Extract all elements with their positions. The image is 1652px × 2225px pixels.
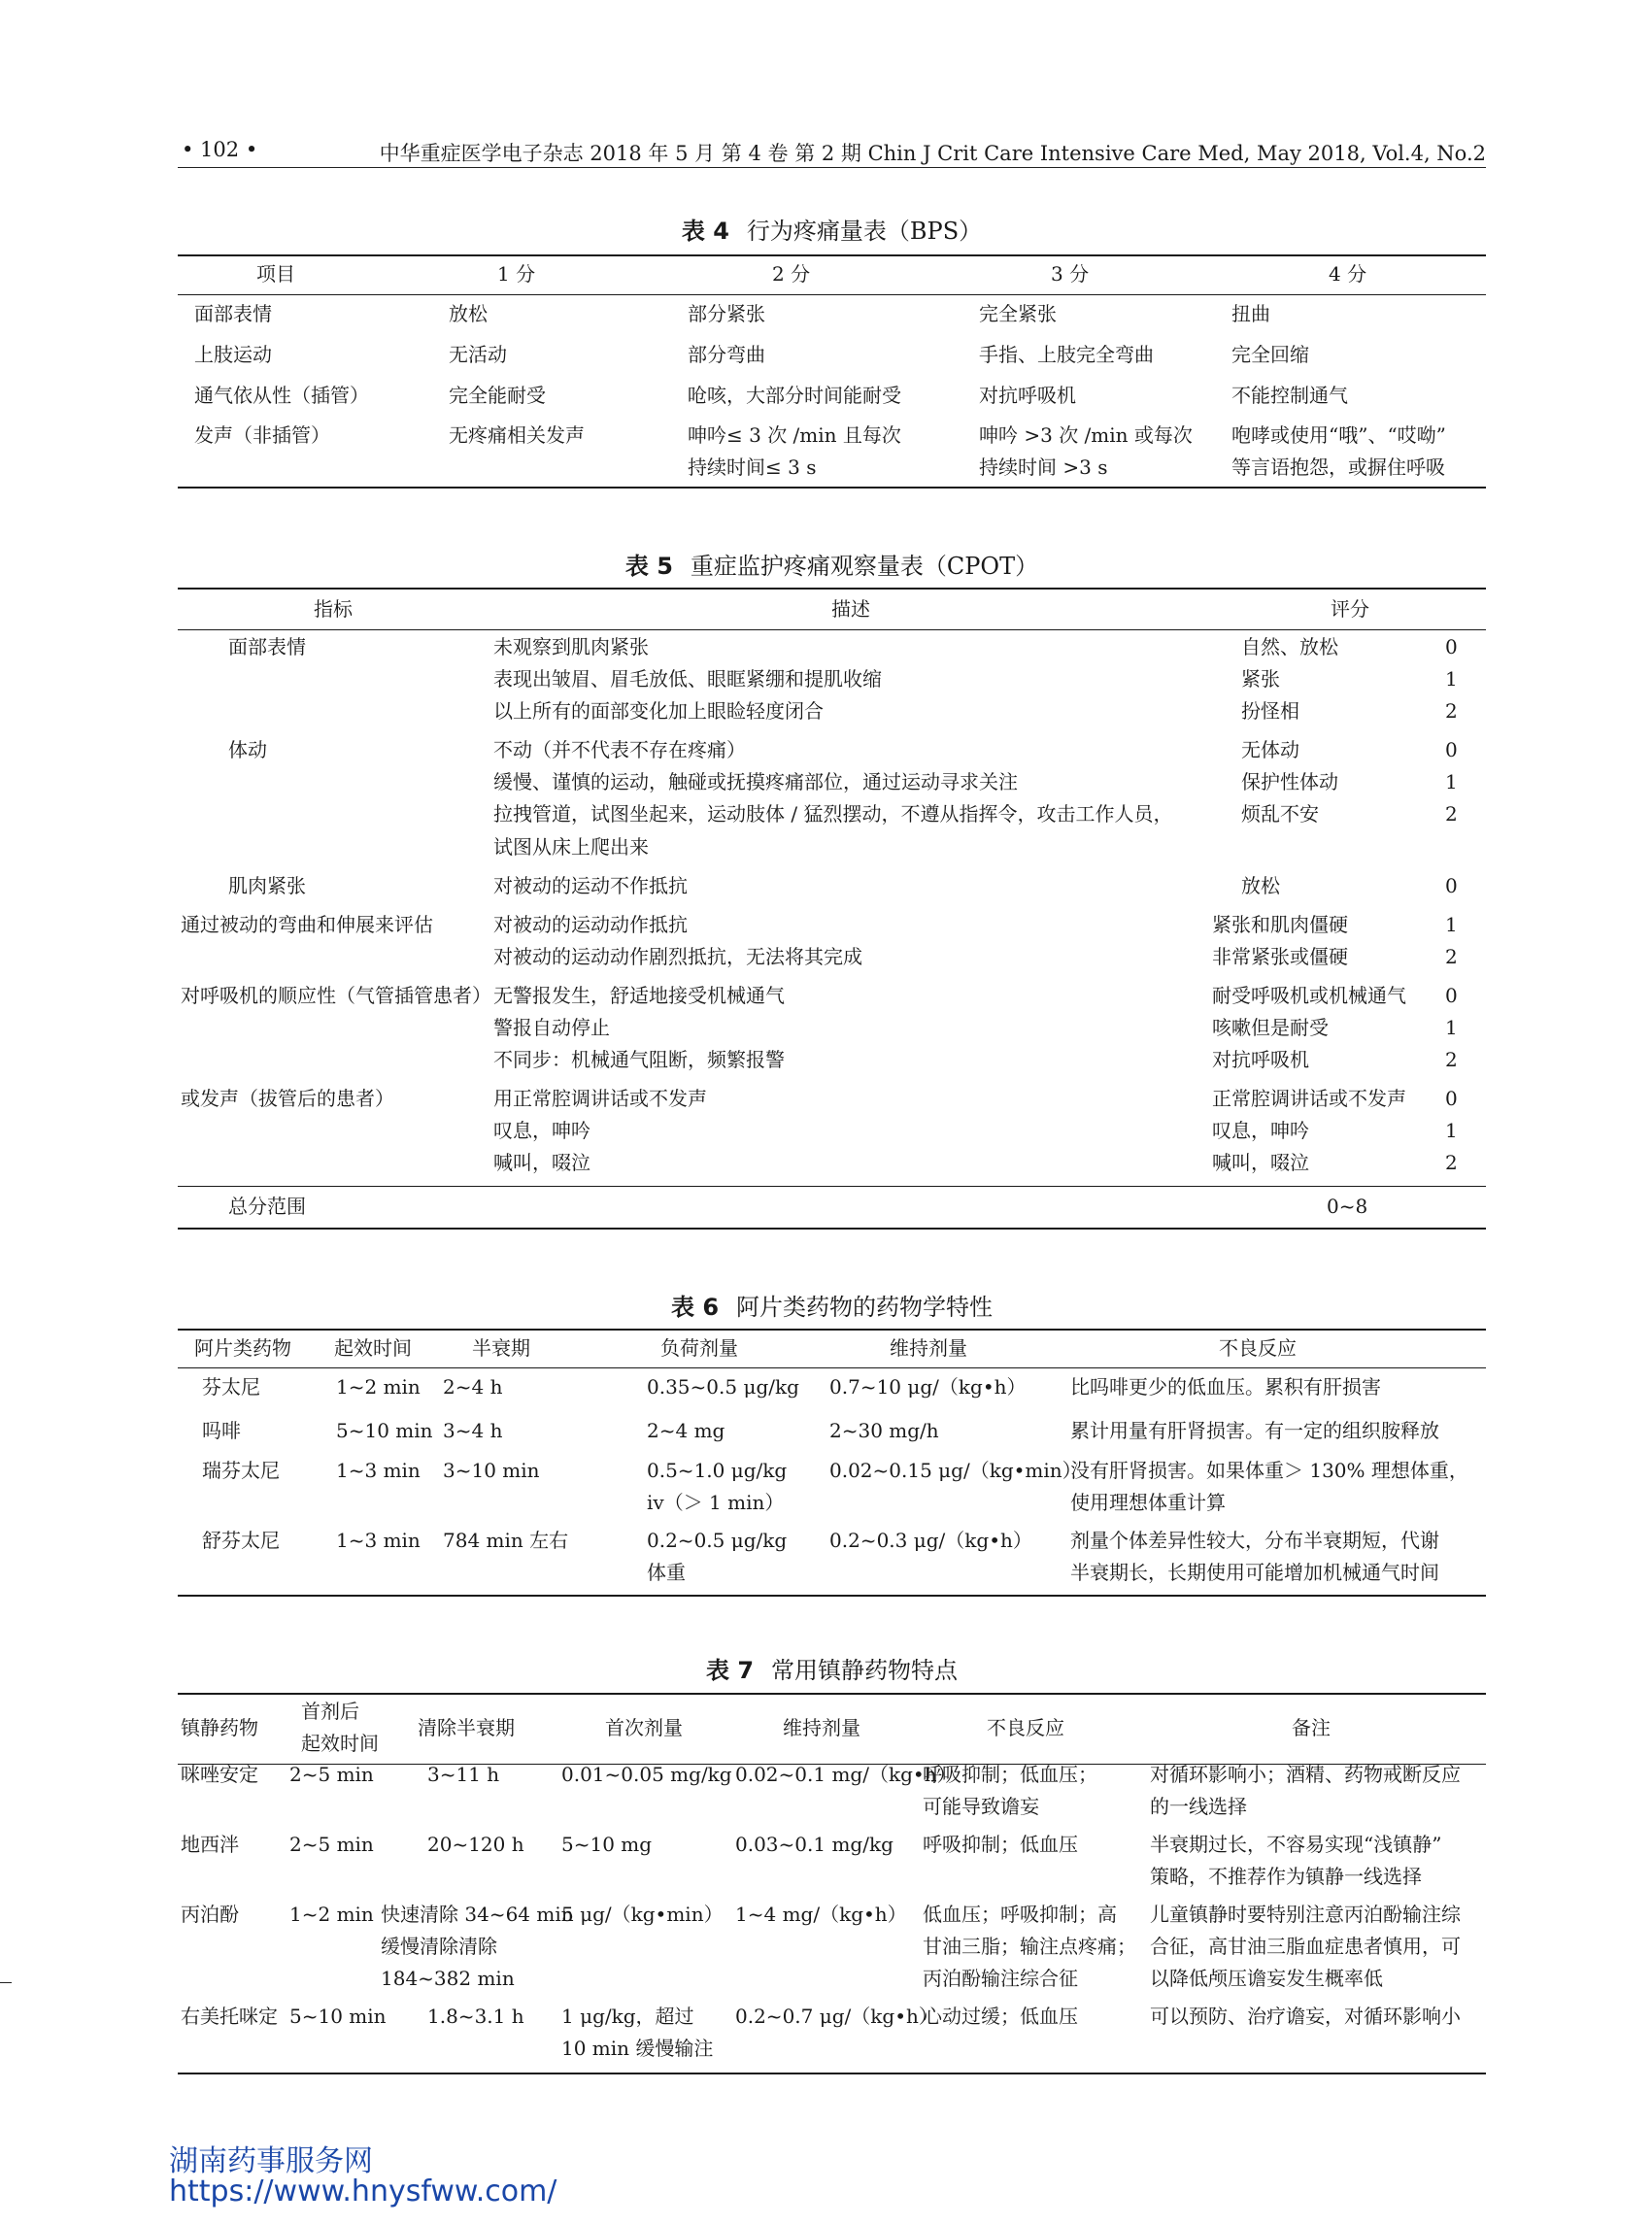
table5-total-value: 0~8 — [1327, 1195, 1368, 1218]
table4-cell: 部分紧张 — [688, 302, 765, 325]
table4-header-cell: 2 分 — [772, 262, 811, 286]
table4-title: 行为疼痛量表（BPS） — [746, 218, 983, 245]
table4-cell: 发声（非插管） — [194, 423, 330, 447]
table4-bottom-rule — [178, 487, 1486, 489]
table4-label: 表 4 — [681, 218, 729, 245]
table5-score: 2 — [1445, 1151, 1458, 1174]
table4-cell: 手指、上肢完全弯曲 — [979, 343, 1154, 366]
table5-indicator: 通过被动的弯曲和伸展来评估 — [181, 913, 433, 936]
table7-cell: 0.02~0.1 mg/（kg•h） — [735, 1763, 957, 1786]
table6-cell: 0.2~0.3 μg/（kg•h） — [829, 1529, 1032, 1552]
table7-cell: 咪唑安定 — [181, 1763, 258, 1786]
table5-level: 对抗呼吸机 — [1212, 1048, 1309, 1071]
table7-cell: 甘油三脂；输注点疼痛； — [923, 1935, 1136, 1958]
table7-cell: 1.8~3.1 h — [427, 2005, 524, 2028]
table4-cell: 完全回缩 — [1231, 343, 1309, 366]
table7-cell: 低血压；呼吸抑制；高 — [923, 1903, 1117, 1926]
table5-score: 0 — [1445, 874, 1458, 897]
table4-cell: 持续时间 >3 s — [979, 455, 1108, 479]
table4-header-cell: 项目 — [256, 262, 295, 286]
table5-header-rule — [178, 629, 1486, 630]
table6-cell: 累计用量有肝肾损害。有一定的组织胺释放 — [1070, 1419, 1439, 1442]
table7-cell: 的一线选择 — [1150, 1795, 1247, 1818]
table5-score: 0 — [1445, 1087, 1458, 1110]
table4-cell: 持续时间≤ 3 s — [688, 455, 817, 479]
table7-title: 常用镇静药物特点 — [771, 1657, 959, 1684]
table5-title: 重症监护疼痛观察量表（CPOT） — [690, 553, 1039, 580]
table7-cell: 丙泊酚输注综合征 — [923, 1967, 1078, 1990]
table7-header-cell: 首剂后 — [301, 1700, 359, 1723]
table5-score: 2 — [1445, 699, 1458, 723]
table7-header-cell: 备注 — [1292, 1716, 1331, 1739]
table4-cell: 上肢运动 — [194, 343, 272, 366]
table7-cell: 0.03~0.1 mg/kg — [735, 1833, 893, 1856]
table6-cell: 3~4 h — [443, 1419, 503, 1442]
table5-header-cell: 描述 — [831, 597, 870, 621]
table7-cell: 地西泮 — [181, 1833, 239, 1856]
table7-cell: 5~10 min — [289, 2005, 387, 2028]
table5-description: 对被动的运动不作抵抗 — [493, 874, 688, 897]
table7-cell: 快速清除 34~64 min — [381, 1903, 574, 1926]
table7-cell: 策略，不推荐作为镇静一线选择 — [1150, 1865, 1422, 1888]
table5-description: 未观察到肌肉紧张 — [493, 635, 649, 658]
table6-cell: 1~2 min — [336, 1375, 421, 1399]
table7-cell: 心动过缓；低血压 — [923, 2005, 1078, 2028]
table6-cell: 没有肝肾损害。如果体重＞ 130% 理想体重， — [1070, 1459, 1468, 1482]
table6-label: 表 6 — [670, 1294, 720, 1321]
table5-score: 2 — [1445, 945, 1458, 968]
table5-indicator: 肌肉紧张 — [228, 874, 306, 897]
table5-description: 不同步：机械通气阻断，频繁报警 — [493, 1048, 785, 1071]
journal-citation: 中华重症医学电子杂志 2018 年 5 月 第 4 卷 第 2 期 Chin J Crit Care Intensive Care Med, May 2018, Vol.4, No.2 — [379, 142, 1486, 165]
table6-cell: 使用理想体重计算 — [1070, 1491, 1226, 1514]
table7-header-cell: 清除半衰期 — [418, 1716, 515, 1739]
table6-cell: 2~4 mg — [647, 1419, 725, 1442]
table6-cell: 1~3 min — [336, 1459, 421, 1482]
table4-cell: 等言语抱怨，或摒住呼吸 — [1231, 455, 1445, 479]
table4-cell: 完全能耐受 — [449, 384, 546, 407]
table6-header-cell: 负荷剂量 — [660, 1336, 738, 1360]
table5-score: 1 — [1445, 1016, 1458, 1039]
table7-cell: 184~382 min — [381, 1967, 515, 1990]
table5-level: 非常紧张或僵硬 — [1212, 945, 1348, 968]
table6-cell: 比吗啡更少的低血压。累积有肝损害 — [1070, 1375, 1381, 1399]
table5-level: 放松 — [1241, 874, 1280, 897]
table4-header-cell: 1 分 — [497, 262, 536, 286]
table6-header-cell: 阿片类药物 — [194, 1336, 291, 1360]
table7-cell: 可以预防、治疗谵妄，对循环影响小 — [1150, 2005, 1461, 2028]
table4-cell: 面部表情 — [194, 302, 272, 325]
table5-level: 紧张和肌肉僵硬 — [1212, 913, 1348, 936]
table7-cell: 右美托咪定 — [181, 2005, 278, 2028]
table5-level: 紧张 — [1241, 667, 1280, 691]
table6-cell: 吗啡 — [202, 1419, 241, 1442]
table5-top-rule — [178, 588, 1486, 590]
table7-cell: 对循环影响小；酒精、药物戒断反应 — [1150, 1763, 1461, 1786]
table4-cell: 不能控制通气 — [1231, 384, 1348, 407]
table6-top-rule — [178, 1329, 1486, 1331]
table6-cell: 3~10 min — [443, 1459, 540, 1482]
table5-score: 1 — [1445, 913, 1458, 936]
table6-cell: 0.7~10 μg/（kg•h） — [829, 1375, 1027, 1399]
table4-cell: 呛咳，大部分时间能耐受 — [688, 384, 901, 407]
table5-header-cell: 指标 — [314, 597, 353, 621]
table5-description: 对被动的运动动作剧烈抵抗，无法将其完成 — [493, 945, 862, 968]
table5-description: 表现出皱眉、眉毛放低、眼眶紧绷和提肌收缩 — [493, 667, 882, 691]
table6-cell: 0.2~0.5 μg/kg — [647, 1529, 788, 1552]
table7-cell: 合征，高甘油三脂血症患者慎用，可 — [1150, 1935, 1461, 1958]
table5-level: 耐受呼吸机或机械通气 — [1212, 984, 1406, 1007]
table6-cell: 芬太尼 — [202, 1375, 260, 1399]
table7-header-cell: 起效时间 — [301, 1732, 379, 1755]
table5-description: 叹息，呻吟 — [493, 1119, 590, 1142]
table5-indicator: 面部表情 — [228, 635, 306, 658]
table6-cell: 体重 — [647, 1561, 686, 1584]
table6-bottom-rule — [178, 1595, 1486, 1597]
table4-cell: 呻吟 >3 次 /min 或每次 — [979, 423, 1193, 447]
table7-header-cell: 不良反应 — [987, 1716, 1064, 1739]
table5-level: 正常腔调讲话或不发声 — [1212, 1087, 1406, 1110]
table7-label: 表 7 — [705, 1657, 755, 1684]
table7-cell: 3~11 h — [427, 1763, 500, 1786]
watermark-url[interactable]: https://www.hnysfww.com/ — [169, 2174, 557, 2208]
table6-caption — [178, 1288, 1486, 1322]
table4-caption — [178, 212, 1486, 246]
table4-cell: 呻吟≤ 3 次 /min 且每次 — [688, 423, 901, 447]
table6-cell: 1~3 min — [336, 1529, 421, 1552]
table7-cell: 1~2 min — [289, 1903, 374, 1926]
table5-score: 1 — [1445, 770, 1458, 793]
table6-cell: 半衰期长，长期使用可能增加机械通气时间 — [1070, 1561, 1439, 1584]
table5-description: 警报自动停止 — [493, 1016, 610, 1039]
table7-cell: 呼吸抑制；低血压； — [923, 1763, 1097, 1786]
table7-cell: 5 μg/（kg•min） — [561, 1903, 724, 1926]
table4-header-rule — [178, 294, 1486, 295]
table6-header-cell: 不良反应 — [1219, 1336, 1297, 1360]
table5-description: 缓慢、谨慎的运动，触碰或抚摸疼痛部位，通过运动寻求关注 — [493, 770, 1018, 793]
table5-total-label: 总分范围 — [228, 1195, 306, 1218]
table5-level: 保护性体动 — [1241, 770, 1338, 793]
table7-cell: 1 μg/kg，超过 — [561, 2005, 694, 2028]
table7-cell: 可能导致谵妄 — [923, 1795, 1039, 1818]
table5-score: 2 — [1445, 802, 1458, 826]
table4-cell: 部分弯曲 — [688, 343, 765, 366]
table5-score: 0 — [1445, 738, 1458, 761]
table4-cell: 咆哮或使用“哦”、“哎呦” — [1231, 423, 1446, 447]
table6-header-cell: 维持剂量 — [890, 1336, 967, 1360]
table5-score: 1 — [1445, 1119, 1458, 1142]
table5-bottom-rule — [178, 1228, 1486, 1230]
table6-header-cell: 起效时间 — [334, 1336, 412, 1360]
table5-indicator: 或发声（拔管后的患者） — [181, 1087, 394, 1110]
table4-cell: 放松 — [449, 302, 488, 325]
table5-level: 叹息，呻吟 — [1212, 1119, 1309, 1142]
table6-cell: iv（＞ 1 min） — [647, 1491, 785, 1514]
table5-level: 烦乱不安 — [1241, 802, 1319, 826]
table6-header-cell: 半衰期 — [472, 1336, 530, 1360]
table6-cell: 剂量个体差异性较大，分布半衰期短，代谢 — [1070, 1529, 1439, 1552]
table7-bottom-rule — [178, 2073, 1486, 2074]
table6-cell: 784 min 左右 — [443, 1529, 569, 1552]
table7-cell: 5~10 mg — [561, 1833, 653, 1856]
table6-cell: 0.02~0.15 μg/（kg•min） — [829, 1459, 1082, 1482]
table6-cell: 0.5~1.0 μg/kg — [647, 1459, 788, 1482]
table7-cell: 以降低颅压谵妄发生概率低 — [1150, 1967, 1383, 1990]
table7-header-cell: 维持剂量 — [783, 1716, 860, 1739]
table7-cell: 2~5 min — [289, 1763, 374, 1786]
table5-description: 用正常腔调讲话或不发声 — [493, 1087, 707, 1110]
table4-cell: 无活动 — [449, 343, 507, 366]
table5-description: 以上所有的面部变化加上眼睑轻度闭合 — [493, 699, 824, 723]
table4-top-rule — [178, 254, 1486, 256]
table6-cell: 5~10 min — [336, 1419, 433, 1442]
table7-header-cell: 首次剂量 — [605, 1716, 683, 1739]
table5-level: 自然、放松 — [1241, 635, 1338, 658]
table6-cell: 0.35~0.5 μg/kg — [647, 1375, 799, 1399]
table7-cell: 0.01~0.05 mg/kg — [561, 1763, 732, 1786]
table5-description: 不动（并不代表不存在疼痛） — [493, 738, 746, 761]
table5-level: 喊叫，啜泣 — [1212, 1151, 1309, 1174]
table4-cell: 对抗呼吸机 — [979, 384, 1076, 407]
watermark-name: 湖南药事服务网 — [169, 2144, 373, 2178]
table4-cell: 完全紧张 — [979, 302, 1057, 325]
table5-score: 0 — [1445, 635, 1458, 658]
table5-level: 咳嗽但是耐受 — [1212, 1016, 1329, 1039]
table5-header-cell: 评分 — [1331, 597, 1369, 621]
running-header — [178, 136, 1486, 168]
table7-cell: 0.2~0.7 μg/（kg•h） — [735, 2005, 938, 2028]
table4-cell: 扭曲 — [1231, 302, 1270, 325]
table5-score: 0 — [1445, 984, 1458, 1007]
table4-cell: 通气依从性（插管） — [194, 384, 369, 407]
table7-cell: 10 min 缓慢输注 — [561, 2037, 714, 2060]
table5-caption — [178, 547, 1486, 581]
table6-cell: 2~4 h — [443, 1375, 503, 1399]
table6-cell: 舒芬太尼 — [202, 1529, 280, 1552]
page-number: • 102 • — [182, 138, 258, 161]
table5-description: 无警报发生，舒适地接受机械通气 — [493, 984, 785, 1007]
table7-cell: 丙泊酚 — [181, 1903, 239, 1926]
table6-title: 阿片类药物的药物学特性 — [736, 1294, 994, 1321]
table5-score: 2 — [1445, 1048, 1458, 1071]
table5-description: 拉拽管道，试图坐起来，运动肢体 / 猛烈摆动，不遵从指挥令，攻击工作人员， — [493, 802, 1173, 826]
margin-tick — [0, 1982, 12, 1983]
table5-description: 对被动的运动动作抵抗 — [493, 913, 688, 936]
table7-cell: 缓慢清除清除 — [381, 1935, 497, 1958]
table7-cell: 半衰期过长，不容易实现“浅镇静” — [1150, 1833, 1442, 1856]
table7-cell: 2~5 min — [289, 1833, 374, 1856]
table5-score: 1 — [1445, 667, 1458, 691]
table7-top-rule — [178, 1693, 1486, 1695]
table7-cell: 1~4 mg/（kg•h） — [735, 1903, 907, 1926]
table4-cell: 无疼痛相关发声 — [449, 423, 585, 447]
table5-description: 喊叫，啜泣 — [493, 1151, 590, 1174]
table6-header-rule — [178, 1367, 1486, 1368]
table7-cell: 20~120 h — [427, 1833, 524, 1856]
table5-description: 试图从床上爬出来 — [493, 835, 649, 859]
table7-header-cell: 镇静药物 — [181, 1716, 258, 1739]
table5-level: 无体动 — [1241, 738, 1299, 761]
table7-cell: 儿童镇静时要特别注意丙泊酚输注综 — [1150, 1903, 1461, 1926]
table6-cell: 2~30 mg/h — [829, 1419, 939, 1442]
table5-label: 表 5 — [624, 553, 673, 580]
table7-cell: 呼吸抑制；低血压 — [923, 1833, 1078, 1856]
table7-caption — [178, 1651, 1486, 1685]
table5-total-rule — [178, 1186, 1486, 1187]
table5-indicator: 对呼吸机的顺应性（气管插管患者） — [181, 984, 491, 1007]
table5-indicator: 体动 — [228, 738, 267, 761]
table6-cell: 瑞芬太尼 — [202, 1459, 280, 1482]
table4-header-cell: 3 分 — [1051, 262, 1090, 286]
table5-level: 扮怪相 — [1241, 699, 1299, 723]
table4-header-cell: 4 分 — [1329, 262, 1367, 286]
